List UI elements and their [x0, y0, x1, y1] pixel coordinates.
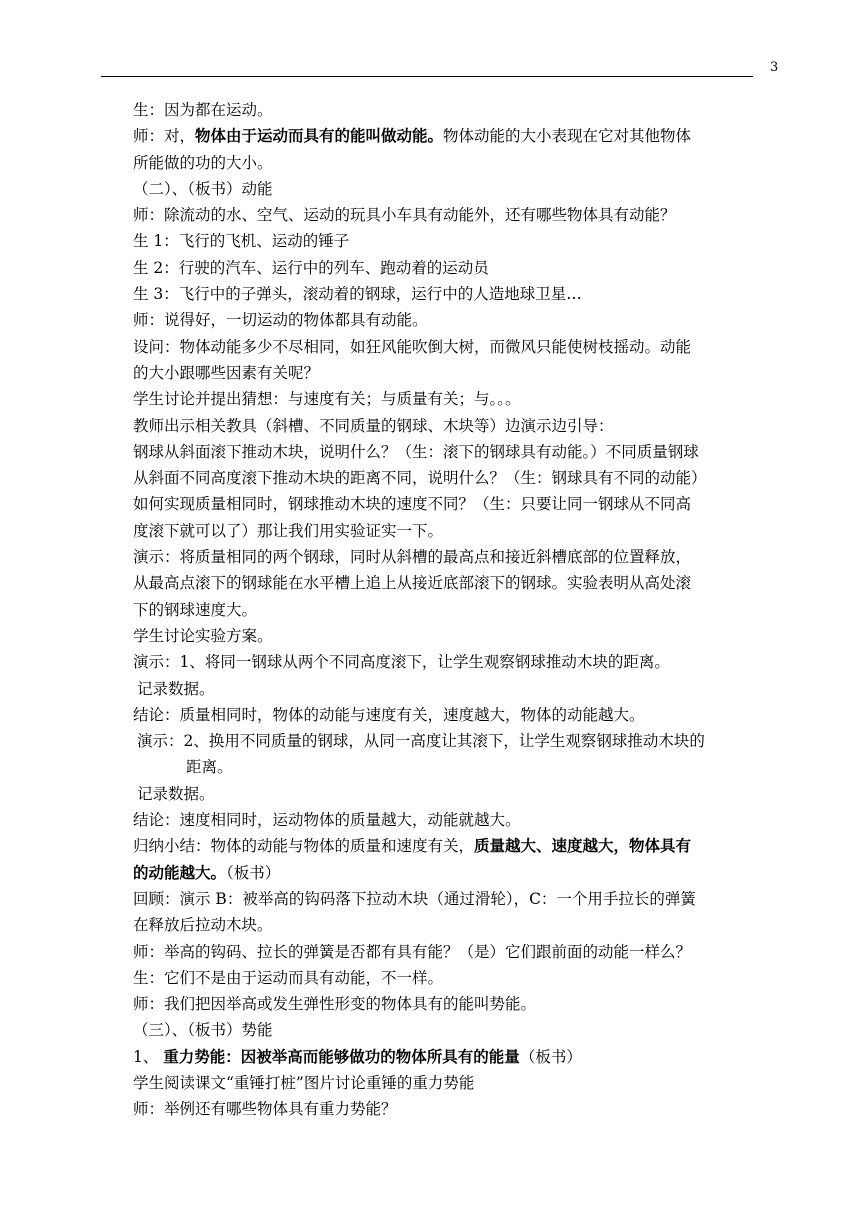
line-text: 学生讨论并提出猜想：与速度有关；与质量有关；与。。。 [133, 390, 521, 409]
text-line [133, 781, 773, 807]
line-text: 演示：将质量相同的两个钢球，同时从斜槽的最高点和接近斜槽底部的位置释放， [133, 548, 692, 567]
text-line [133, 676, 773, 702]
line-text: 如何实现质量相同时，钢球推动木块的速度不同？（生：只要让同一钢球从不同高 [133, 495, 692, 514]
text-line [133, 360, 773, 386]
text-line [133, 702, 773, 728]
text-line [133, 833, 773, 859]
line-text: 生：因为都在运动。 [133, 101, 273, 119]
text-line [133, 544, 773, 570]
line-text: 师：我们把因举高或发生弹性形变的物体具有的能叫势能。 [133, 995, 537, 1014]
line-text: 从斜面不同高度滚下推动木块的距离不同，说明什么？（生：钢球具有不同的动能） [133, 469, 707, 488]
text-line [133, 334, 773, 360]
line-text: 结论：速度相同时，运动物体的质量越大，动能就越大。 [133, 811, 521, 830]
line-text: 度滚下就可以了）那让我们用实验证实一下。 [133, 521, 444, 540]
text-line [133, 991, 773, 1017]
line-text: （二）、（板书）动能 [133, 179, 273, 198]
text-line [133, 623, 773, 649]
text-line [133, 1096, 773, 1122]
text-line [133, 649, 773, 675]
line-text: 生 1：飞行的飞机、运动的锤子 [133, 232, 350, 251]
line-text: 钢球从斜面滚下推动木块，说明什么？（生：滚下的钢球具有动能。）不同质量钢球 [133, 442, 699, 461]
line-text: 演示：1、将同一钢球从两个不同高度滚下，让学生观察钢球推动木块的距离。 [133, 653, 670, 672]
bold-text: 的动能越大。 [133, 862, 227, 882]
line-text: 设问：物体动能多少不尽相同，如狂风能吹倒大树，而微风只能使树枝摇动。动能 [133, 337, 692, 356]
text-line [133, 860, 773, 886]
line-text: 记录数据。 [137, 679, 215, 698]
text-line [133, 597, 773, 623]
line-text: 师：除流动的水、空气、运动的玩具小车具有动能外，还有哪些物体具有动能？ [133, 206, 676, 225]
page-number: 3 [770, 60, 779, 75]
bold-text: 重力势能：因被举高而能够做功的物体所具有的能量 [163, 1046, 520, 1066]
line-text: 归纳小结：物体的动能与物体的质量和速度有关， [133, 837, 475, 856]
line-text: 记录数据。 [137, 784, 215, 803]
line-text: 所能做的功的大小。 [133, 153, 273, 172]
text-line [133, 97, 773, 123]
line-text: 教师出示相关教具（斜槽、不同质量的钢球、木块等）边演示边引导： [133, 416, 614, 435]
text-line [133, 202, 773, 228]
line-text: 生 3：飞行中的子弹头，滚动着的钢球，运行中的人造地球卫星… [133, 285, 582, 304]
line-text: 生：它们不是由于运动而具有动能，不一样。 [133, 968, 444, 987]
line-text: 回顾：演示 B：被举高的钩码落下拉动木块（通过滑轮），C：一个用手拉长的弹簧 [133, 889, 696, 908]
text-line [133, 123, 773, 149]
line-text: （三）、（板书）势能 [133, 1021, 273, 1040]
line-text: 学生阅读课文“重锤打桩”图片讨论重锤的重力势能 [133, 1073, 475, 1092]
line-text: 从最高点滚下的钢球能在水平槽上追上从接近底部滚下的钢球。实验表明从高处滚 [133, 574, 692, 593]
line-text: 学生讨论实验方案。 [133, 626, 273, 645]
line-text: 生 2：行驶的汽车、运行中的列车、跑动着的运动员 [133, 258, 489, 277]
text-line [133, 281, 773, 307]
text-line [133, 465, 773, 491]
line-text: （板书） [226, 863, 281, 882]
text-line [133, 1044, 773, 1070]
text-line [133, 965, 773, 991]
text-line [133, 728, 773, 754]
text-line [133, 1070, 773, 1096]
line-text: 1、 [133, 1047, 164, 1066]
line-text: 演示：2、换用不同质量的钢球，从同一高度让其滚下，让学生观察钢球推动木块的 [137, 732, 705, 751]
line-text: 在释放后拉动木块。 [133, 916, 273, 935]
line-text: 师：对， [133, 127, 196, 146]
text-line [133, 176, 773, 202]
text-line [133, 807, 773, 833]
text-line [133, 570, 773, 596]
text-line [133, 886, 773, 912]
line-text: 的大小跟哪些因素有关呢？ [133, 363, 320, 382]
line-text: 结论：质量相同时，物体的动能与速度有关，速度越大，物体的动能越大。 [133, 705, 645, 724]
text-line [133, 255, 773, 281]
bold-text: 质量越大、速度越大，物体具有 [474, 836, 692, 856]
text-line [133, 754, 773, 780]
line-text: 师：举高的钩码、拉长的弹簧是否都有具有能？（是）它们跟前面的动能一样么？ [133, 942, 692, 961]
line-text: 师：说得好，一切运动的物体都具有动能。 [133, 311, 428, 330]
text-line [133, 228, 773, 254]
line-text: 距离。 [186, 758, 233, 777]
text-line [133, 1017, 773, 1043]
text-line [133, 912, 773, 938]
text-line [133, 491, 773, 517]
text-line [133, 413, 773, 439]
text-line [133, 307, 773, 333]
text-line [133, 439, 773, 465]
bold-text: 物体由于运动而具有的能叫做动能。 [195, 126, 444, 146]
text-line [133, 939, 773, 965]
text-line [133, 150, 773, 176]
document-body [133, 97, 773, 1123]
line-text: （板书） [519, 1047, 582, 1066]
line-text: 下的钢球速度大。 [133, 600, 258, 619]
text-line [133, 386, 773, 412]
header-rule [101, 76, 753, 77]
line-text: 物体动能的大小表现在它对其他物体 [443, 127, 692, 146]
text-line [133, 518, 773, 544]
line-text: 师：举例还有哪些物体具有重力势能？ [133, 1100, 397, 1119]
